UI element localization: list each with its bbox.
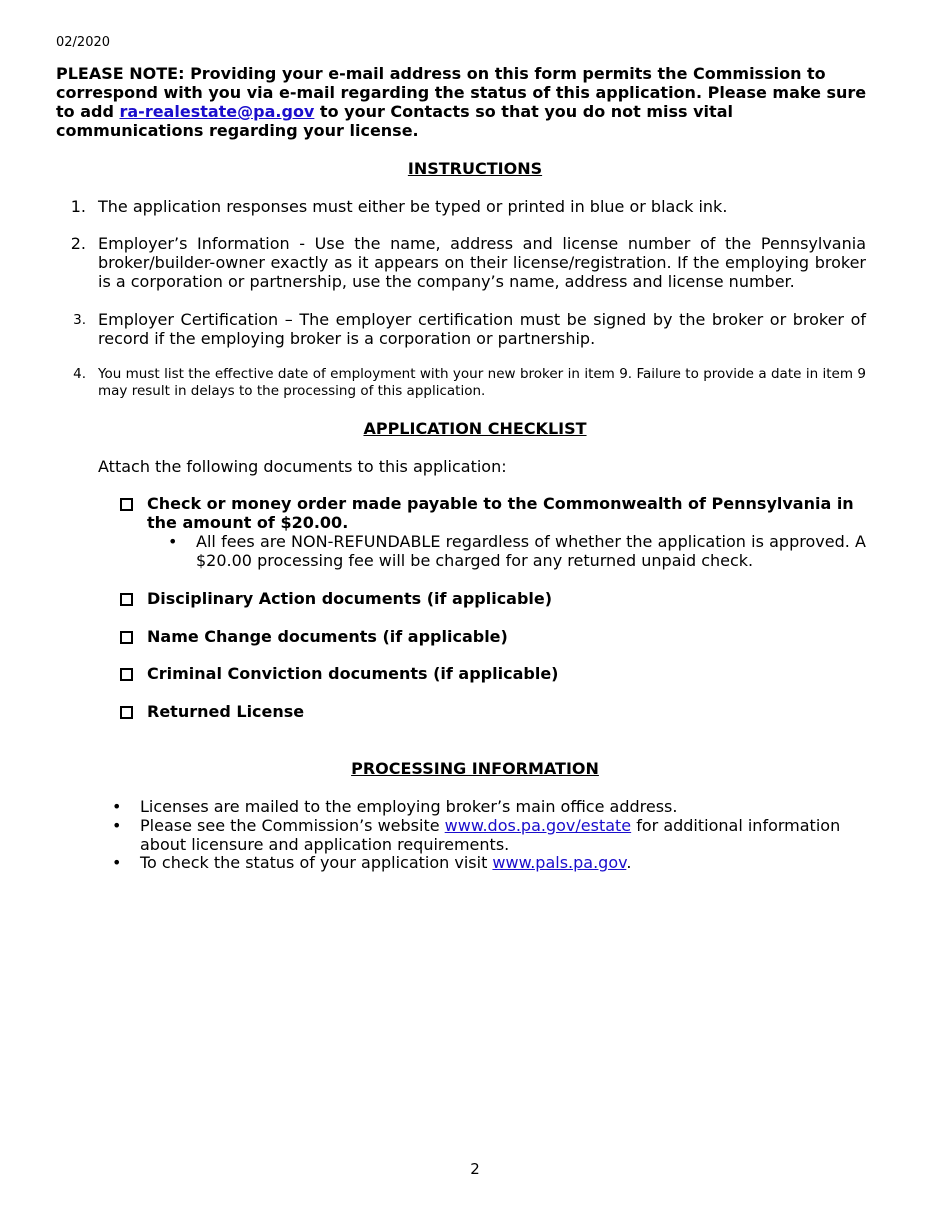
processing-bullet-text — [140, 853, 882, 872]
checklist-item-returned-license — [120, 702, 870, 721]
email-notice — [56, 64, 878, 140]
checkbox-icon[interactable] — [120, 631, 133, 644]
instruction-item — [56, 197, 866, 216]
processing-text-before: Please see the Commission’s website — [140, 816, 445, 835]
bullet-icon: • — [168, 532, 178, 551]
instruction-text: You must list the effective date of employment with your new broker in item 9. Failure to provide a date in item 9 may result in delays to the processing of this application. — [98, 366, 866, 399]
processing-bullet — [112, 853, 882, 872]
fee-note-text: All fees are NON-REFUNDABLE regardless of whether the application is approved. A $20.00 processing fee will be charged for any returned unpaid check. — [196, 532, 866, 570]
checklist-item-name-change — [120, 627, 870, 646]
instruction-text: The application responses must either be typed or printed in blue or black ink. — [98, 197, 728, 216]
processing-text-after: for additional information about licensure and application requirements. — [140, 816, 841, 854]
instructions-heading: INSTRUCTIONS — [407, 159, 543, 178]
email-notice-text-before: PLEASE NOTE: Providing your e-mail address on this form permits the Commission to correspond with you via e-mail regarding the status of this application. Please make sure to add — [56, 64, 867, 121]
processing-bullet-text — [140, 816, 882, 854]
checklist-item-label: Name Change documents (if applicable) — [147, 627, 508, 646]
checkbox-icon[interactable] — [120, 706, 133, 719]
bullet-icon: • — [112, 853, 122, 872]
instruction-number: 3. — [73, 312, 86, 328]
email-notice-text-after: to your Contacts so that you do not miss vital communications regarding your license. — [56, 102, 733, 140]
checkbox-icon[interactable] — [120, 668, 133, 681]
processing-text-before: To check the status of your application visit — [140, 853, 493, 872]
checkbox-icon[interactable] — [120, 593, 133, 606]
instruction-number: 1. — [70, 197, 86, 216]
form-revision-date: 02/2020 — [56, 35, 111, 50]
instruction-text: Employer’s Information - Use the name, address and license number of the Pennsylvania broker/builder-owner exactly as it appears on their license/registration. If the employing broker is a corporation or partnership, use the company’s name, address and license number. — [98, 234, 866, 291]
instruction-item — [56, 234, 866, 291]
fee-note — [168, 532, 866, 570]
processing-text-after: . — [626, 853, 632, 872]
checklist-intro: Attach the following documents to this application: — [98, 457, 507, 476]
checklist-item-label: Check or money order made payable to the Commonwealth of Pennsylvania in the amount of $20.00. — [147, 494, 854, 532]
pals-website-link[interactable]: www.pals.pa.gov — [492, 853, 627, 872]
checkbox-icon[interactable] — [120, 498, 133, 511]
checklist-item-label: Criminal Conviction documents (if applicable) — [147, 664, 559, 683]
processing-heading: PROCESSING INFORMATION — [351, 759, 599, 778]
instruction-number: 2. — [70, 234, 86, 253]
checklist-item-label: Returned License — [147, 702, 305, 721]
instruction-item — [56, 310, 866, 348]
processing-bullet — [112, 816, 882, 854]
page-number: 2 — [470, 1160, 480, 1178]
instruction-text: Employer Certification – The employer certification must be signed by the broker or broker of record if the employing broker is a corporation or partnership. — [98, 310, 866, 348]
processing-bullet-text: Licenses are mailed to the employing broker’s main office address. — [140, 797, 678, 816]
dos-website-link[interactable]: www.dos.pa.gov/estate — [444, 816, 632, 835]
email-link[interactable]: ra-realestate@pa.gov — [119, 102, 315, 121]
bullet-icon: • — [112, 816, 122, 835]
instruction-item — [56, 366, 866, 400]
checklist-heading: APPLICATION CHECKLIST — [363, 419, 587, 438]
instruction-number: 4. — [73, 366, 86, 382]
checklist-item-payment — [120, 494, 870, 532]
checklist-item-disciplinary — [120, 589, 870, 608]
processing-bullet — [112, 797, 882, 816]
checklist-item-label: Disciplinary Action documents (if applicable) — [147, 589, 553, 608]
bullet-icon: • — [112, 797, 122, 816]
checklist-item-criminal — [120, 664, 870, 683]
